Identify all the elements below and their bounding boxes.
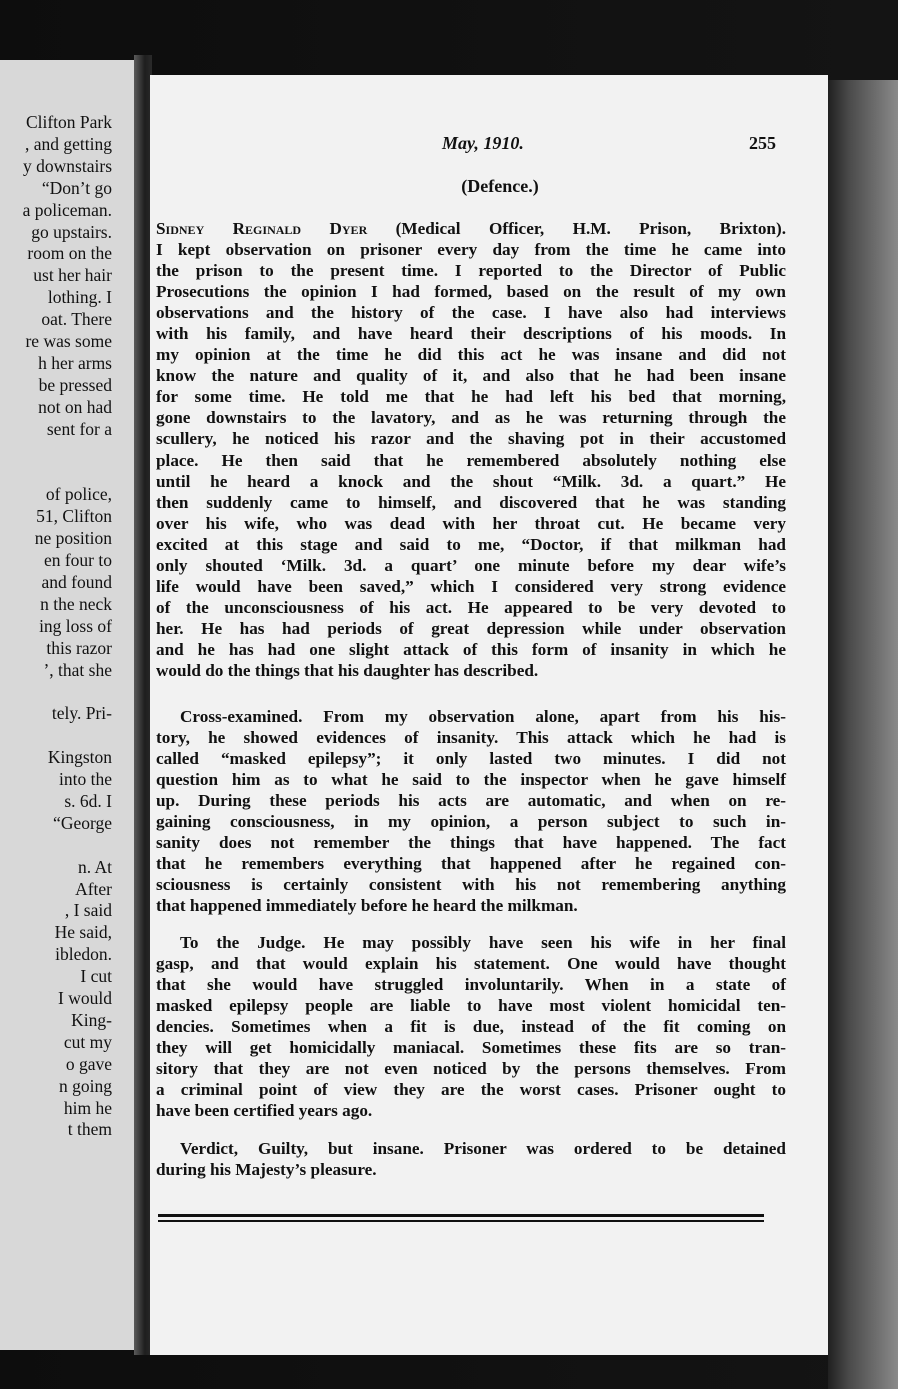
text-line: over his wife, who was dead with her throat cut. He became very xyxy=(156,513,786,533)
closing-rule-thick xyxy=(158,1214,764,1217)
text-line: question him as to what he said to the inspector when he gave himself xyxy=(156,770,786,790)
text-line: they will get homicidally maniacal. Sometimes these fits are so tran- xyxy=(156,1038,786,1058)
previous-page-line: He said, xyxy=(54,922,112,943)
previous-page-line: h her arms xyxy=(38,352,112,373)
closing-rule-thin xyxy=(158,1220,764,1222)
paragraph-verdict xyxy=(156,1138,786,1180)
previous-page-line: sent for a xyxy=(46,418,112,439)
text-line: have been certified years ago. xyxy=(156,1101,373,1121)
paragraph-cross-examined xyxy=(156,706,786,916)
previous-page-line: ’, that she xyxy=(43,659,112,680)
text-line: dencies. Sometimes when a fit is due, instead of the fit coming on xyxy=(156,1017,786,1037)
previous-page-line: en four to xyxy=(43,550,112,570)
text-line: excited at this stage and said to me, “Doctor, if that milkman had xyxy=(156,534,786,554)
text-line: that happened immediately before he heard the milkman. xyxy=(156,896,578,916)
previous-page-line: room on the xyxy=(27,243,112,264)
text-line: with his family, and have heard their descriptions of his moods. In xyxy=(156,324,786,344)
previous-page-line: him he xyxy=(63,1097,112,1118)
text-line: that he remembers everything that happened after he regained con- xyxy=(156,854,786,874)
text-line: her. He has had periods of great depression while under observation xyxy=(156,618,786,638)
previous-page-line: be pressed xyxy=(38,374,112,395)
text-line: masked epilepsy people are liable to have most violent homicidal ten- xyxy=(156,996,786,1016)
previous-page-line: oat. There xyxy=(41,309,112,330)
text-line: gone downstairs to the lavatory, and as he was returning through the xyxy=(156,408,786,428)
text-line: Verdict, Guilty, but insane. Prisoner was ordered to be detained xyxy=(180,1139,786,1158)
text-line: Sidney Reginald Dyer (Medical Officer, H.M. Prison, Brixton). xyxy=(156,219,786,238)
previous-page-line: s. 6d. I xyxy=(64,790,112,811)
text-line: and he has had one slight attack of this form of insanity in which he xyxy=(156,639,786,659)
text-line: sciousness is certainly consistent with his not remembering anything xyxy=(156,875,786,895)
previous-page-line: I cut xyxy=(80,966,112,987)
previous-page-line: King- xyxy=(71,1009,112,1030)
previous-page-line: n going xyxy=(59,1075,112,1096)
header-date: May, 1910. xyxy=(442,133,524,153)
previous-page-line: go upstairs. xyxy=(31,221,112,242)
text-line: tory, he showed evidences of insanity. This attack which he had is xyxy=(156,728,786,748)
text-line: observations and the history of the case. I have also had interviews xyxy=(156,303,786,323)
previous-page-line: ibledon. xyxy=(55,944,112,965)
paragraph-to-the-judge xyxy=(156,932,786,1121)
text-line: a criminal point of view they are the worst cases. Prisoner ought to xyxy=(156,1080,786,1100)
previous-page-line: lothing. I xyxy=(47,287,112,308)
text-line: To the Judge. He may possibly have seen his wife in her final xyxy=(180,933,786,952)
previous-page-line: this razor xyxy=(46,637,112,658)
previous-page-line: I would xyxy=(58,988,112,1008)
text-line: life would have been saved,” which I considered very strong evidence xyxy=(156,576,786,596)
text-line: sitory that they are not even noticed by the persons themselves. From xyxy=(156,1059,786,1079)
text-line: Cross-examined. From my observation alone, apart from his his- xyxy=(180,707,786,726)
previous-page-line: of police, xyxy=(45,484,112,505)
previous-page-line: 51, Clifton xyxy=(36,506,112,527)
previous-page-fragment xyxy=(0,60,134,1350)
text-line: my opinion at the time he did this act he was insane and did not xyxy=(156,345,786,365)
text-line: gasp, and that would explain his statement. One would have thought xyxy=(156,954,786,974)
previous-page-line: y downstairs xyxy=(23,155,112,176)
text-line: then suddenly came to himself, and discovered that he was standing xyxy=(156,492,786,512)
previous-page-line: a policeman. xyxy=(22,199,112,220)
previous-page-line: n. At xyxy=(77,856,112,877)
text-line: sanity does not remember the things that have happened. The fact xyxy=(156,833,786,853)
text-line: that she would have struggled involuntarily. When in a state of xyxy=(156,975,786,995)
previous-page-line: t them xyxy=(67,1119,112,1140)
previous-page-line: cut my xyxy=(63,1031,112,1052)
paragraph-dyer-testimony xyxy=(156,218,786,681)
page-edge-shadow xyxy=(828,80,898,1389)
previous-page-line: n the neck xyxy=(40,593,112,614)
text-line: called “masked epilepsy”; it only lasted two minutes. I did not xyxy=(156,749,786,769)
running-head xyxy=(150,133,776,159)
text-line: Prosecutions the opinion I had formed, based on the result of my own xyxy=(156,282,786,302)
page-number: 255 xyxy=(749,133,776,153)
previous-page-line: ing loss of xyxy=(39,615,112,636)
text-line: for some time. He told me that he had left his bed that morning, xyxy=(156,387,786,407)
previous-page-line: , and getting xyxy=(25,133,112,154)
section-title: (Defence.) xyxy=(461,176,539,196)
text-line: the prison to the present time. I reported to the Director of Public xyxy=(156,261,786,281)
previous-page-line: ne position xyxy=(34,528,112,549)
previous-page-line: , I said xyxy=(64,900,112,921)
witness-name: Sidney Reginald Dyer xyxy=(156,219,368,238)
text-line: only shouted ‘Milk. 3d. a quart’ one minute before my dear wife’s xyxy=(156,555,786,575)
previous-page-line: “George xyxy=(53,812,112,833)
previous-page-line: re was some xyxy=(25,331,112,351)
text-line: scullery, he noticed his razor and the shaving pot in their accustomed xyxy=(156,429,786,449)
text-line: place. He then said that he remembered absolutely nothing else xyxy=(156,450,786,470)
text-line: I kept observation on prisoner every day from the time he came into xyxy=(156,240,786,260)
text-line: up. During these periods his acts are automatic, and when on re- xyxy=(156,791,786,811)
text-line: during his Majesty’s pleasure. xyxy=(156,1160,377,1180)
text-line: gaining consciousness, in my opinion, a person subject to such in- xyxy=(156,812,786,832)
previous-page-line: Kingston xyxy=(47,747,112,768)
text-line: until he heard a knock and the shout “Milk. 3d. a quart.” He xyxy=(156,471,786,491)
previous-page-line: o gave xyxy=(65,1053,112,1074)
previous-page-line: “Don’t go xyxy=(41,177,112,198)
text-line: know the nature and quality of it, and also that he had been insane xyxy=(156,366,786,386)
previous-page-line: and found xyxy=(41,571,112,592)
previous-page-line: After xyxy=(75,878,112,899)
previous-page-line: Clifton Park xyxy=(25,112,112,132)
previous-page-line: tely. Pri- xyxy=(51,703,112,724)
previous-page-line: ust her hair xyxy=(33,265,112,286)
text-line: would do the things that his daughter has described. xyxy=(156,660,539,680)
text-line: of the unconsciousness of his act. He appeared to be very devoted to xyxy=(156,597,786,617)
previous-page-line: not on had xyxy=(38,396,112,417)
previous-page-line: into the xyxy=(59,769,112,789)
